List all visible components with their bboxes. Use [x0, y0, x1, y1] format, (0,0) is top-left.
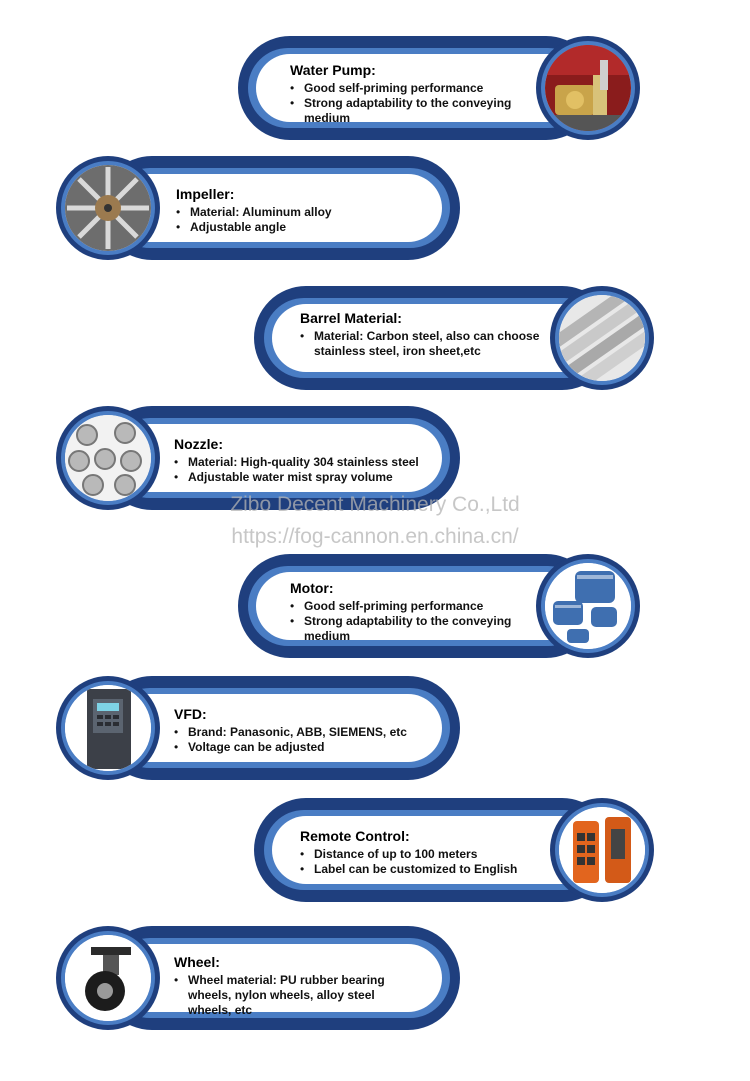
- card-motor: [238, 554, 640, 658]
- watermark-url: https://fog-cannon.en.china.cn/: [231, 525, 519, 548]
- motors-photo: [536, 554, 640, 658]
- impeller-bullet-1: • Material: Aluminum alloy: [176, 205, 436, 220]
- wheel-title: Wheel:: [174, 954, 220, 970]
- vfd-photo: [56, 676, 160, 780]
- vfd-bullet-1: • Brand: Panasonic, ABB, SIEMENS, etc: [174, 725, 444, 740]
- nozzles-photo: [56, 406, 160, 510]
- vfd-bullet-2: • Voltage can be adjusted: [174, 740, 444, 755]
- card-impeller: [56, 156, 460, 260]
- card-nozzle: [56, 406, 460, 510]
- nozzle-title: Nozzle:: [174, 436, 223, 452]
- remote-bullet-1: • Distance of up to 100 meters: [300, 847, 560, 862]
- water-pump-photo: [536, 36, 640, 140]
- barrel-bullet-1: • Material: Carbon steel, also can choose stainless steel, iron sheet,etc: [300, 329, 560, 359]
- barrel-title: Barrel Material:: [300, 310, 402, 326]
- watermark-company: Zibo Decent Machinery Co.,Ltd: [230, 493, 520, 516]
- motor-title: Motor:: [290, 580, 334, 596]
- motor-bullet-1: • Good self-priming performance: [290, 599, 550, 614]
- card-wheel: [56, 926, 460, 1030]
- nozzle-bullet-1: • Material: High-quality 304 stainless steel: [174, 455, 444, 470]
- steel-pipes-photo: [550, 286, 654, 390]
- vfd-title: VFD:: [174, 706, 207, 722]
- water-pump-bullet-1: • Good self-priming performance: [290, 81, 550, 96]
- card-water-pump: [238, 36, 640, 140]
- motor-bullet-2: • Strong adaptability to the conveying medium: [290, 614, 550, 644]
- water-pump-bullet-2: • Strong adaptability to the conveying medium: [290, 96, 550, 126]
- nozzle-bullet-2: • Adjustable water mist spray volume: [174, 470, 444, 485]
- remote-title: Remote Control:: [300, 828, 410, 844]
- water-pump-title: Water Pump:: [290, 62, 376, 78]
- remote-control-photo: [550, 798, 654, 902]
- card-vfd: [56, 676, 460, 780]
- caster-wheel-photo: [56, 926, 160, 1030]
- impeller-photo: [56, 156, 160, 260]
- impeller-title: Impeller:: [176, 186, 235, 202]
- impeller-bullet-2: • Adjustable angle: [176, 220, 436, 235]
- wheel-bullet-1: • Wheel material: PU rubber bearing wheels, nylon wheels, alloy steel wheels, etc: [174, 973, 414, 1018]
- remote-bullet-2: • Label can be customized to English: [300, 862, 560, 877]
- card-remote: [254, 798, 656, 902]
- card-barrel: [254, 286, 656, 390]
